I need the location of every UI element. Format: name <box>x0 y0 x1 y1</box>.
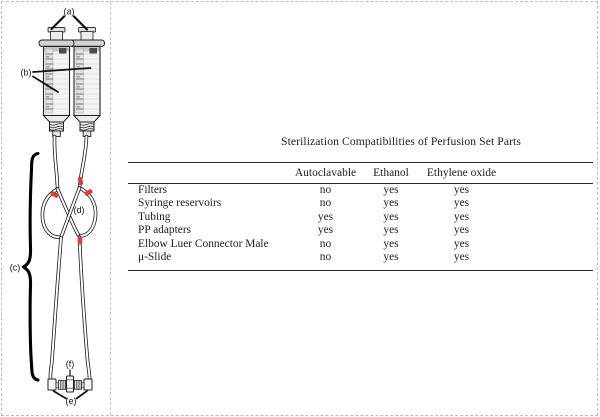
label-e: (e) <box>65 396 77 406</box>
label-b: (b) <box>20 67 32 78</box>
label-f: (f) <box>65 359 75 369</box>
cell: yes <box>453 183 470 196</box>
cell: yes <box>383 224 399 237</box>
cell: no <box>319 183 332 196</box>
cell: yes <box>453 224 470 237</box>
syringe-reservoir-left <box>39 28 74 137</box>
cell: yes <box>453 237 470 250</box>
cell: no <box>319 197 332 210</box>
table-rule-bottom <box>128 270 593 271</box>
cell: yes <box>453 197 470 210</box>
cell: yes <box>383 197 399 210</box>
row-part: PP adapters <box>138 224 192 237</box>
header-ethanol: Ethanol <box>373 167 409 179</box>
cell: yes <box>453 250 470 263</box>
table-title: Sterilization Compatibilities of Perfusion Set Parts <box>281 135 521 148</box>
table-row <box>128 211 593 224</box>
table-row <box>128 251 593 264</box>
row-part: Syringe reservoirs <box>138 197 222 210</box>
header-ethylene-oxide: Ethylene oxide <box>426 167 497 179</box>
table-row <box>128 224 593 237</box>
cell: yes <box>383 210 399 223</box>
table-body <box>128 184 593 265</box>
elbow-luer-connector-left <box>48 379 56 390</box>
tubing-brace <box>24 154 39 381</box>
row-part: Filters <box>138 183 168 196</box>
row-part: Tubing <box>138 210 171 223</box>
cell: yes <box>383 183 399 196</box>
cell: no <box>319 237 332 250</box>
cell: yes <box>453 210 470 223</box>
label-c: (c) <box>9 262 21 273</box>
panel-divider-dashed-line <box>110 2 111 415</box>
syringe-reservoir-right <box>70 28 105 137</box>
perfusion-set-diagram <box>0 0 110 417</box>
label-a: (a) <box>63 6 75 17</box>
mu-slide-assembly <box>48 376 92 392</box>
table-row <box>128 184 593 197</box>
cell: yes <box>383 237 399 250</box>
row-part: Elbow Luer Connector Male <box>138 237 269 250</box>
tubing <box>42 137 95 379</box>
row-part: μ-Slide <box>138 250 172 263</box>
cell: yes <box>383 250 399 263</box>
header-autoclavable: Autoclavable <box>294 167 357 179</box>
pp-adapter-marker <box>78 236 83 244</box>
label-d: (d) <box>73 205 85 215</box>
elbow-luer-connector-right <box>84 379 92 390</box>
cell: no <box>319 250 332 263</box>
table-row <box>128 238 593 251</box>
table-row <box>128 197 593 210</box>
cell: yes <box>317 210 334 223</box>
table-header-row <box>128 163 593 183</box>
cell: yes <box>317 224 334 237</box>
mu-slide <box>67 376 74 392</box>
